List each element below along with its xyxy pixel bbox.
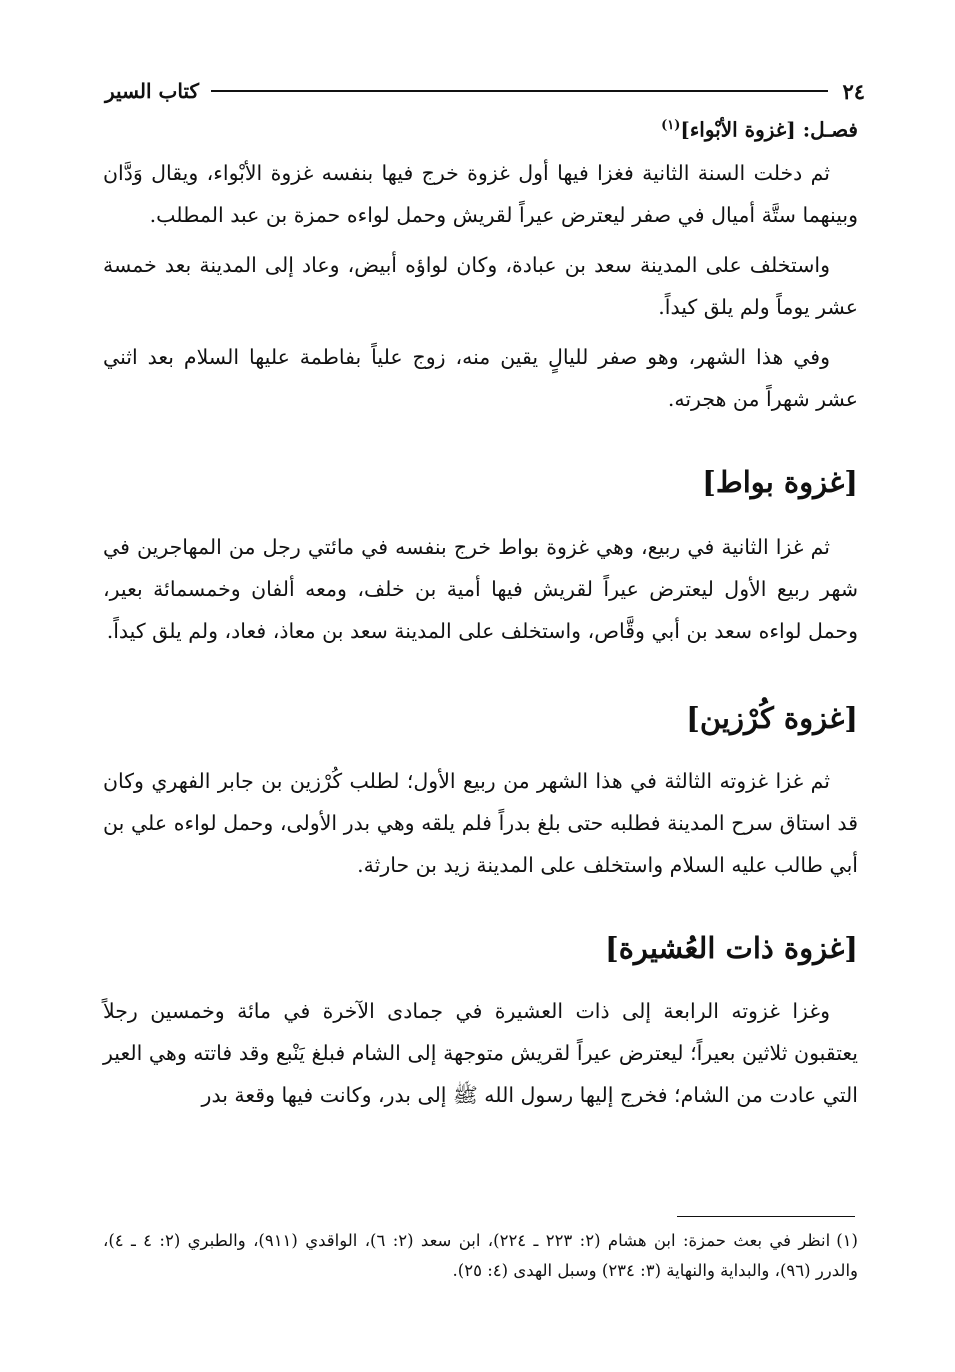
header-rule	[211, 90, 828, 92]
paragraph-abwa-1: ثم دخلت السنة الثانية فغزا فيها أول غزوة خرج فيها بنفسه غزوة الأبْواء، ويقال وَدَّان وبينهما ستَّة أميال في صفر ليعترض عيراً لقريش وحمل لواءه حمزة بن عبد المطلب.	[103, 160, 858, 227]
footnote-text: انظر في بعث حمزة: ابن هشام (٢: ٢٢٣ ـ ٢٢٤)، ابن سعد (٢: ٦)، الواقدي (٩١١)، والطبري (٢: ٤ ـ ٤)، والدرر (٩٦)، والبداية والنهاية (٣: ٢٣٤) وسبل الهدى (٤: ٢٥).	[103, 1231, 858, 1280]
paragraph-kurz: ثم غزا غزوته الثالثة في هذا الشهر من ربيع الأول؛ لطلب كُرْزين بن جابر الفهري وكان قد استاق سرح المدينة فطلبه حتى بلغ بدراً فلم يلقه وهي بدر الأولى، وحمل لواءه علي بن أبي طالب عليه السلام واستخلف على المدينة زيد بن حارثة.	[103, 768, 858, 877]
fasl-heading	[103, 108, 858, 148]
heading-bawat: [غزوة بواط]	[702, 464, 858, 499]
footnote-divider	[677, 1216, 855, 1217]
running-header	[105, 76, 865, 106]
footnote-ref: (١)	[661, 118, 681, 133]
paragraph-ushayra: وغزا غزوته الرابعة إلى ذات العشيرة في جمادى الآخرة في مائة وخمسين رجلاً يعتقبون ثلاثين بعيراً؛ ليعترض عيراً لقريش متوجهة إلى الشام فبلغ يَنْبع وقد فاتته وهي العير التي عادت من الشام؛ فخرج إليها رسول الله ﷺ إلى بدر، وكانت فيها وقعة بدر	[103, 998, 858, 1107]
fasl-title: [غزوة الأبْواء]	[680, 117, 796, 142]
page-number: ٢٤	[842, 78, 865, 104]
paragraph-abwa-2: واستخلف على المدينة سعد بن عبادة، وكان لواؤه أبيض، وعاد إلى المدينة بعد خمسة عشر يوماً ولم يلق كيداً.	[103, 252, 858, 319]
heading-kurz: [غزوة كُرْزين]	[686, 700, 858, 735]
fasl-label: فصـل:	[802, 117, 858, 142]
footnote-number: (١)	[836, 1231, 858, 1250]
footnotes	[103, 1226, 858, 1286]
heading-ushayra: [غزوة ذات العُشيرة]	[605, 930, 858, 965]
book-title: كتاب السير	[105, 79, 200, 103]
paragraph-abwa-3: وفي هذا الشهر، وهو صفر لليالٍ يقين منه، زوج علياً بفاطمة عليها السلام بعد اثني عشر شهراً من هجرته.	[103, 344, 858, 411]
main-text	[103, 108, 858, 1124]
paragraph-bawat: ثم غزا الثانية في ربيع، وهي غزوة بواط خرج بنفسه في مائتي رجل من المهاجرين في شهر ربيع الأول ليعترض عيراً لقريش فيها أمية بن خلف، ومعه ألفان وخمسمائة بعير، وحمل لواءه سعد بن أبي وقَّاص، واستخلف على المدينة سعد بن معاذ، فعاد، ولم يلق كيداً.	[103, 534, 858, 643]
